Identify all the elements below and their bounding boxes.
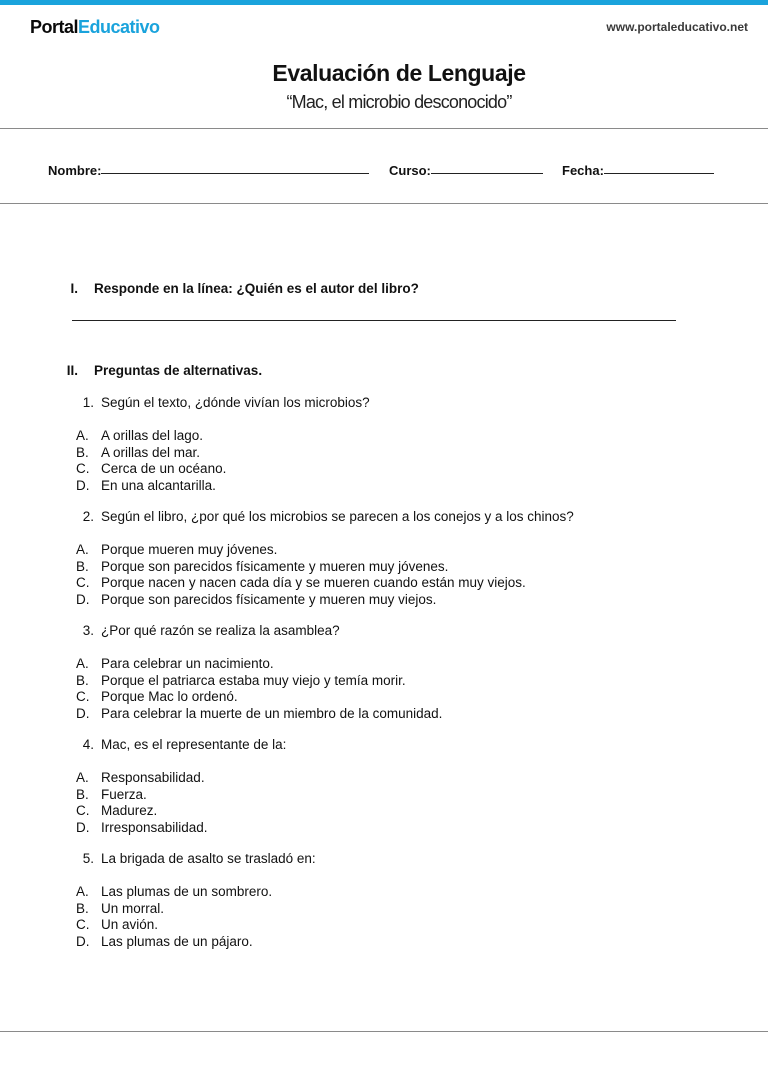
option-letter: B. (76, 672, 89, 688)
option-text: Un morral. (101, 900, 165, 916)
option-letter: D. (76, 705, 90, 721)
site-url: www.portaleducativo.net (606, 20, 748, 34)
option-text: A orillas del lago. (101, 428, 204, 443)
question-text: La brigada de asalto se trasladó en: (101, 851, 316, 866)
question-text: Según el texto, ¿dónde vivían los microbios? (101, 395, 370, 410)
section-2-number: II. (66, 363, 78, 378)
page-title: Evaluación de Lenguaje (272, 60, 526, 86)
option-letter: D. (76, 477, 90, 493)
question-text: Según el libro, ¿por qué los microbios se parecen a los conejos y a los chinos? (101, 509, 574, 524)
option-letter: D. (76, 591, 90, 607)
name-label: Nombre: (48, 163, 102, 178)
option-text: Porque mueren muy jóvenes. (101, 542, 278, 557)
logo-part-educativo: Educativo (78, 17, 160, 37)
logo-part-portal: Portal (30, 17, 79, 37)
option-letter: C. (76, 917, 90, 932)
portal-educativo-logo (30, 17, 160, 38)
option-letter: B. (76, 444, 89, 460)
option-text: Responsabilidad. (101, 770, 205, 785)
question-number: 4. (82, 737, 94, 752)
footer-divider (0, 1031, 768, 1032)
option-letter: B. (76, 900, 89, 916)
name-field[interactable] (48, 163, 101, 178)
page-subtitle: “Mac, el microbio desconocido” (286, 92, 512, 112)
author-answer-line[interactable] (72, 320, 676, 321)
question-number: 1. (82, 395, 94, 410)
section-1-instruction: Responde en la línea: ¿Quién es el autor del libro? (94, 281, 419, 296)
option-text: Irresponsabilidad. (101, 819, 208, 835)
fields-divider (0, 203, 768, 204)
option-letter: B. (76, 786, 89, 802)
option-text: Porque nacen y nacen cada día y se mueren cuando están muy viejos. (101, 575, 526, 590)
top-accent-bar (0, 0, 768, 5)
option-letter: D. (76, 819, 90, 835)
option-letter: C. (76, 803, 90, 818)
section-2-instruction: Preguntas de alternativas. (94, 363, 263, 378)
option-letter: A. (76, 656, 89, 671)
option-text: Para celebrar la muerte de un miembro de la comunidad. (101, 705, 443, 721)
header-divider (0, 128, 768, 129)
course-blank (431, 163, 543, 174)
option-text: Las plumas de un sombrero. (101, 884, 273, 899)
option-letter: A. (76, 428, 89, 443)
date-blank (604, 163, 714, 174)
question-text: Mac, es el representante de la: (101, 737, 287, 752)
option-letter: C. (76, 689, 90, 704)
option-text: Las plumas de un pájaro. (101, 933, 253, 949)
option-text: En una alcantarilla. (101, 477, 216, 493)
question-text: ¿Por qué razón se realiza la asamblea? (101, 623, 340, 638)
option-text: Cerca de un océano. (101, 461, 227, 476)
option-text: Un avión. (101, 917, 159, 932)
option-text: Porque son parecidos físicamente y mueren muy viejos. (101, 591, 437, 607)
option-text: Porque el patriarca estaba muy viejo y temía morir. (101, 672, 406, 688)
course-field[interactable] (389, 163, 431, 178)
name-blank (101, 163, 369, 174)
option-text: Porque Mac lo ordenó. (101, 689, 238, 704)
option-text: Para celebrar un nacimiento. (101, 656, 274, 671)
option-letter: C. (76, 575, 90, 590)
question-number: 3. (82, 623, 94, 638)
option-letter: A. (76, 884, 89, 899)
option-letter: A. (76, 542, 89, 557)
option-letter: C. (76, 461, 90, 476)
option-letter: B. (76, 558, 89, 574)
option-text: Porque son parecidos físicamente y mueren muy jóvenes. (101, 558, 449, 574)
option-text: A orillas del mar. (101, 444, 201, 460)
question-number: 2. (82, 509, 94, 524)
question-number: 5. (82, 851, 94, 866)
option-letter: A. (76, 770, 89, 785)
course-label: Curso: (389, 163, 431, 178)
date-label: Fecha: (562, 163, 604, 178)
option-text: Madurez. (101, 803, 158, 818)
section-1-number: I. (70, 281, 78, 296)
option-text: Fuerza. (101, 786, 147, 802)
date-field[interactable] (562, 163, 604, 178)
option-letter: D. (76, 933, 90, 949)
